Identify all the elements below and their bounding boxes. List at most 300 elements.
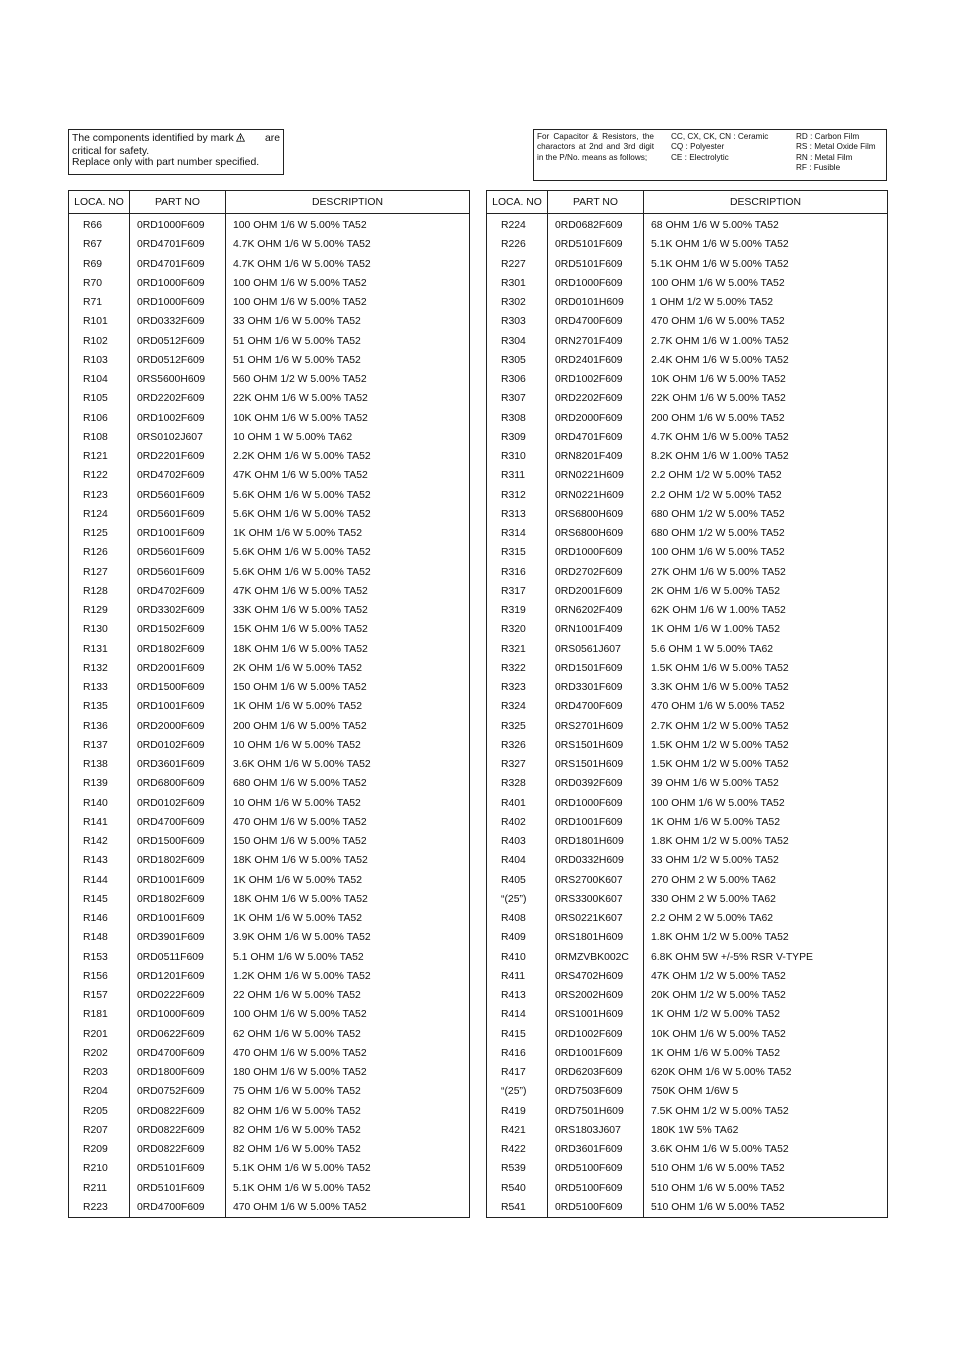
cell-description: 82 OHM 1/6 W 5.00% TA52: [226, 1140, 470, 1159]
cell-part-no: 0RS3300K607: [548, 890, 644, 909]
cell-part-no: 0RS2701H609: [548, 717, 644, 736]
table-row: [487, 274, 888, 293]
cell-loca-no: R311: [487, 466, 548, 485]
table-row: [487, 1159, 888, 1178]
cell-loca-no: R303: [487, 312, 548, 331]
cell-loca-no: R135: [69, 697, 130, 716]
cell-description: 1K OHM 1/2 W 5.00% TA52: [644, 1005, 888, 1024]
cell-part-no: 0RD3601F609: [548, 1140, 644, 1159]
cell-loca-no: R70: [69, 274, 130, 293]
cell-description: 1K OHM 1/6 W 5.00% TA52: [226, 697, 470, 716]
cell-part-no: 0RS0102J607: [130, 428, 226, 447]
cell-loca-no: R106: [69, 409, 130, 428]
cell-part-no: 0RS6800H609: [548, 505, 644, 524]
cell-loca-no: R124: [69, 505, 130, 524]
warning-triangle-icon: [234, 133, 248, 146]
cell-description: 6.8K OHM 5W +/-5% RSR V-TYPE: [644, 948, 888, 967]
cell-description: 1K OHM 1/6 W 1.00% TA52: [644, 620, 888, 639]
cell-description: 1K OHM 1/6 W 5.00% TA52: [226, 524, 470, 543]
cell-part-no: 0RD2702F609: [548, 563, 644, 582]
table-row: [69, 755, 470, 774]
cell-part-no: 0RD0392F609: [548, 774, 644, 793]
cell-part-no: 0RD0822F609: [130, 1140, 226, 1159]
cell-description: 1.5K OHM 1/2 W 5.00% TA52: [644, 755, 888, 774]
cell-loca-no: R422: [487, 1140, 548, 1159]
cell-loca-no: R421: [487, 1121, 548, 1140]
cell-loca-no: R312: [487, 486, 548, 505]
cell-loca-no: R123: [69, 486, 130, 505]
table-row: [487, 293, 888, 312]
cell-description: 22K OHM 1/6 W 5.00% TA52: [644, 389, 888, 408]
cell-loca-no: R223: [69, 1198, 130, 1218]
cell-part-no: 0RS1501H609: [548, 736, 644, 755]
table-row: [487, 601, 888, 620]
table-row: [69, 717, 470, 736]
table-row: [69, 235, 470, 254]
cell-loca-no: R108: [69, 428, 130, 447]
cell-part-no: 0RD1801H609: [548, 832, 644, 851]
cell-loca-no: R143: [69, 851, 130, 870]
table-row: [69, 986, 470, 1005]
cell-loca-no: R203: [69, 1063, 130, 1082]
table-row: [487, 447, 888, 466]
cell-description: 1K OHM 1/6 W 5.00% TA52: [644, 1044, 888, 1063]
cell-description: 1K OHM 1/6 W 5.00% TA52: [226, 909, 470, 928]
cell-part-no: 0RN1001F409: [548, 620, 644, 639]
cell-part-no: 0RD0512F609: [130, 351, 226, 370]
cell-loca-no: R409: [487, 928, 548, 947]
cell-loca-no: R102: [69, 332, 130, 351]
cell-loca-no: R541: [487, 1198, 548, 1218]
cell-part-no: 0RD4701F609: [130, 235, 226, 254]
table-row: [69, 697, 470, 716]
cell-description: 100 OHM 1/6 W 5.00% TA52: [226, 216, 470, 235]
cell-loca-no: R122: [69, 466, 130, 485]
cell-description: 47K OHM 1/6 W 5.00% TA52: [226, 466, 470, 485]
cell-description: 5.1K OHM 1/6 W 5.00% TA52: [644, 255, 888, 274]
cell-loca-no: R408: [487, 909, 548, 928]
table-row: [69, 1159, 470, 1178]
cell-loca-no: R326: [487, 736, 548, 755]
cell-description: 100 OHM 1/6 W 5.00% TA52: [644, 274, 888, 293]
cell-part-no: 0RD0512F609: [130, 332, 226, 351]
cell-part-no: 0RS1801H609: [548, 928, 644, 947]
cell-description: 680 OHM 1/6 W 5.00% TA52: [226, 774, 470, 793]
cell-loca-no: R404: [487, 851, 548, 870]
table-row: [487, 755, 888, 774]
cell-description: 18K OHM 1/6 W 5.00% TA52: [226, 890, 470, 909]
cell-description: 2.4K OHM 1/6 W 5.00% TA52: [644, 351, 888, 370]
cell-description: 560 OHM 1/2 W 5.00% TA52: [226, 370, 470, 389]
cell-part-no: 0RN0221H609: [548, 466, 644, 485]
cell-loca-no: “(25”): [487, 1082, 548, 1101]
cell-description: 4.7K OHM 1/6 W 5.00% TA52: [644, 428, 888, 447]
cell-loca-no: “(25”): [487, 890, 548, 909]
cell-loca-no: R201: [69, 1025, 130, 1044]
cell-loca-no: R540: [487, 1179, 548, 1198]
table-row: [69, 409, 470, 428]
cell-loca-no: R327: [487, 755, 548, 774]
cell-loca-no: R144: [69, 871, 130, 890]
table-row: [487, 312, 888, 331]
cell-loca-no: R105: [69, 389, 130, 408]
legend-capacitor-types: [671, 132, 768, 163]
cell-loca-no: R138: [69, 755, 130, 774]
cell-description: 5.1 OHM 1/6 W 5.00% TA52: [226, 948, 470, 967]
cell-description: 5.1K OHM 1/6 W 5.00% TA52: [226, 1179, 470, 1198]
cell-description: 5.6 OHM 1 W 5.00% TA62: [644, 640, 888, 659]
cell-part-no: 0RS1001H609: [548, 1005, 644, 1024]
cell-description: 47K OHM 1/6 W 5.00% TA52: [226, 582, 470, 601]
table-row: [487, 370, 888, 389]
cell-description: 2K OHM 1/6 W 5.00% TA52: [644, 582, 888, 601]
cell-loca-no: R411: [487, 967, 548, 986]
cell-part-no: 0RD7501H609: [548, 1102, 644, 1121]
table-row: [69, 370, 470, 389]
table-row: [69, 774, 470, 793]
safety-text-after-icon: are: [264, 133, 280, 144]
cell-description: 750K OHM 1/6W 5: [644, 1082, 888, 1101]
legend-item: CC, CX, CK, CN : Ceramic: [671, 132, 769, 141]
cell-description: 180 OHM 1/6 W 5.00% TA52: [226, 1063, 470, 1082]
cell-loca-no: R181: [69, 1005, 130, 1024]
table-row: [487, 389, 888, 408]
legend-item: RF : Fusible: [796, 162, 841, 172]
cell-part-no: 0RS0561J607: [548, 640, 644, 659]
table-row: [487, 1025, 888, 1044]
cell-description: 100 OHM 1/6 W 5.00% TA52: [644, 543, 888, 562]
table-row: [69, 389, 470, 408]
cell-loca-no: R322: [487, 659, 548, 678]
cell-part-no: 0RD4702F609: [130, 582, 226, 601]
cell-part-no: 0RD0822F609: [130, 1121, 226, 1140]
cell-loca-no: R313: [487, 505, 548, 524]
cell-loca-no: R140: [69, 794, 130, 813]
cell-loca-no: R126: [69, 543, 130, 562]
cell-part-no: 0RD2201F609: [130, 447, 226, 466]
cell-part-no: 0RD5101F609: [548, 255, 644, 274]
table-row: [69, 466, 470, 485]
table-row: [487, 409, 888, 428]
safety-line-2: critical for safety.: [72, 145, 150, 157]
cell-description: 27K OHM 1/6 W 5.00% TA52: [644, 563, 888, 582]
cell-part-no: 0RD1002F609: [548, 1025, 644, 1044]
cell-description: 8.2K OHM 1/6 W 1.00% TA52: [644, 447, 888, 466]
cell-description: 62K OHM 1/6 W 1.00% TA52: [644, 601, 888, 620]
table-row: [487, 563, 888, 582]
table-row: [487, 774, 888, 793]
table-row: [69, 447, 470, 466]
cell-part-no: 0RD5601F609: [130, 563, 226, 582]
cell-loca-no: R317: [487, 582, 548, 601]
cell-description: 82 OHM 1/6 W 5.00% TA52: [226, 1102, 470, 1121]
cell-part-no: 0RS4702H609: [548, 967, 644, 986]
cell-loca-no: R302: [487, 293, 548, 312]
cell-part-no: 0RD1802F609: [130, 851, 226, 870]
cell-loca-no: R226: [487, 235, 548, 254]
table-row: [69, 1063, 470, 1082]
cell-loca-no: R320: [487, 620, 548, 639]
safety-note: [68, 129, 284, 175]
table-row: [487, 1082, 888, 1101]
cell-loca-no: R103: [69, 351, 130, 370]
table-row: [487, 1140, 888, 1159]
cell-description: 47K OHM 1/2 W 5.00% TA52: [644, 967, 888, 986]
cell-loca-no: R413: [487, 986, 548, 1005]
cell-loca-no: R129: [69, 601, 130, 620]
table-row: [487, 1121, 888, 1140]
cell-description: 5.6K OHM 1/6 W 5.00% TA52: [226, 505, 470, 524]
cell-loca-no: R153: [69, 948, 130, 967]
cell-description: 680 OHM 1/2 W 5.00% TA52: [644, 524, 888, 543]
cell-description: 3.6K OHM 1/6 W 5.00% TA52: [644, 1140, 888, 1159]
header-description: DESCRIPTION: [226, 191, 470, 214]
table-row: [69, 505, 470, 524]
table-row: [487, 1005, 888, 1024]
cell-description: 15K OHM 1/6 W 5.00% TA52: [226, 620, 470, 639]
cell-part-no: 0RD4700F609: [130, 1044, 226, 1063]
table-row: [69, 851, 470, 870]
cell-part-no: 0RD0101H609: [548, 293, 644, 312]
cell-description: 10K OHM 1/6 W 5.00% TA52: [226, 409, 470, 428]
cell-description: 10K OHM 1/6 W 5.00% TA52: [644, 370, 888, 389]
cell-description: 3.3K OHM 1/6 W 5.00% TA52: [644, 678, 888, 697]
table-row: [69, 1179, 470, 1198]
cell-part-no: 0RD1501F609: [548, 659, 644, 678]
table-row: [69, 678, 470, 697]
cell-loca-no: R204: [69, 1082, 130, 1101]
table-row: [69, 813, 470, 832]
legend-resistor-types: [796, 132, 876, 173]
table-row: [69, 794, 470, 813]
cell-description: 51 OHM 1/6 W 5.00% TA52: [226, 332, 470, 351]
cell-part-no: 0RD2001F609: [130, 659, 226, 678]
cell-loca-no: R131: [69, 640, 130, 659]
cell-part-no: 0RD1001F609: [130, 909, 226, 928]
header-loca-no: LOCA. NO: [487, 191, 548, 214]
cell-description: 1.8K OHM 1/2 W 5.00% TA52: [644, 928, 888, 947]
table-row: [69, 967, 470, 986]
legend-item: RS : Metal Oxide Film: [796, 142, 876, 152]
cell-loca-no: R202: [69, 1044, 130, 1063]
cell-loca-no: R324: [487, 697, 548, 716]
cell-part-no: 0RS1803J607: [548, 1121, 644, 1140]
cell-part-no: 0RD4700F609: [130, 1198, 226, 1218]
cell-loca-no: R415: [487, 1025, 548, 1044]
cell-part-no: 0RD2401F609: [548, 351, 644, 370]
table-row: [69, 486, 470, 505]
cell-loca-no: R539: [487, 1159, 548, 1178]
cell-part-no: 0RD2000F609: [548, 409, 644, 428]
table-row: [487, 428, 888, 447]
cell-part-no: 0RD0332F609: [130, 312, 226, 331]
cell-part-no: 0RD5101F609: [548, 235, 644, 254]
cell-part-no: 0RD1500F609: [130, 678, 226, 697]
table-row: [69, 1140, 470, 1159]
cell-loca-no: R323: [487, 678, 548, 697]
cell-description: 4.7K OHM 1/6 W 5.00% TA52: [226, 235, 470, 254]
table-header-row: [69, 191, 470, 214]
cell-loca-no: R402: [487, 813, 548, 832]
table-row: [69, 1044, 470, 1063]
header-loca-no: LOCA. NO: [69, 191, 130, 214]
table-row: [69, 832, 470, 851]
cell-loca-no: R301: [487, 274, 548, 293]
cell-part-no: 0RD1000F609: [130, 1005, 226, 1024]
cell-part-no: 0RD1000F609: [130, 216, 226, 235]
table-row: [487, 1102, 888, 1121]
cell-loca-no: R67: [69, 235, 130, 254]
cell-part-no: 0RD0822F609: [130, 1102, 226, 1121]
cell-part-no: 0RD1000F609: [548, 274, 644, 293]
cell-part-no: 0RD3301F609: [548, 678, 644, 697]
table-row: [69, 524, 470, 543]
cell-description: 3.6K OHM 1/6 W 5.00% TA52: [226, 755, 470, 774]
table-row: [487, 890, 888, 909]
legend-item: CE : Electrolytic: [671, 152, 729, 162]
cell-part-no: 0RD1502F609: [130, 620, 226, 639]
cell-part-no: 0RS6800H609: [548, 524, 644, 543]
cell-loca-no: R136: [69, 717, 130, 736]
cell-description: 10 OHM 1/6 W 5.00% TA52: [226, 736, 470, 755]
cell-loca-no: R128: [69, 582, 130, 601]
cell-description: 18K OHM 1/6 W 5.00% TA52: [226, 851, 470, 870]
cell-part-no: 0RS2700K607: [548, 871, 644, 890]
cell-description: 2.2 OHM 1/2 W 5.00% TA52: [644, 486, 888, 505]
table-row: [69, 1198, 470, 1218]
table-row: [487, 582, 888, 601]
cell-part-no: 0RD4701F609: [130, 255, 226, 274]
table-row: [487, 543, 888, 562]
table-row: [69, 1025, 470, 1044]
cell-part-no: 0RD3601F609: [130, 755, 226, 774]
cell-loca-no: R316: [487, 563, 548, 582]
table-row: [69, 1102, 470, 1121]
cell-description: 100 OHM 1/6 W 5.00% TA52: [226, 1005, 470, 1024]
cell-description: 470 OHM 1/6 W 5.00% TA52: [226, 1198, 470, 1218]
table-row: [487, 736, 888, 755]
cell-description: 2.2K OHM 1/6 W 5.00% TA52: [226, 447, 470, 466]
cell-part-no: 0RD0511F609: [130, 948, 226, 967]
cell-loca-no: R305: [487, 351, 548, 370]
cell-part-no: 0RS0221K607: [548, 909, 644, 928]
cell-description: 51 OHM 1/6 W 5.00% TA52: [226, 351, 470, 370]
cell-description: 620K OHM 1/6 W 5.00% TA52: [644, 1063, 888, 1082]
legend-item: RN : Metal Film: [796, 152, 853, 162]
cell-description: 5.6K OHM 1/6 W 5.00% TA52: [226, 486, 470, 505]
cell-description: 5.1K OHM 1/6 W 5.00% TA52: [644, 235, 888, 254]
table-row: [69, 948, 470, 967]
cell-description: 20K OHM 1/2 W 5.00% TA52: [644, 986, 888, 1005]
cell-description: 4.7K OHM 1/6 W 5.00% TA52: [226, 255, 470, 274]
cell-part-no: 0RD6800F609: [130, 774, 226, 793]
cell-part-no: 0RD3901F609: [130, 928, 226, 947]
cell-description: 7.5K OHM 1/2 W 5.00% TA52: [644, 1102, 888, 1121]
cell-part-no: 0RMZVBK002C: [548, 948, 644, 967]
table-row: [69, 582, 470, 601]
cell-part-no: 0RD2202F609: [548, 389, 644, 408]
cell-loca-no: R71: [69, 293, 130, 312]
cell-loca-no: R101: [69, 312, 130, 331]
cell-loca-no: R69: [69, 255, 130, 274]
cell-description: 33 OHM 1/6 W 5.00% TA52: [226, 312, 470, 331]
cell-loca-no: R157: [69, 986, 130, 1005]
table-row: [69, 871, 470, 890]
cell-loca-no: R205: [69, 1102, 130, 1121]
cell-description: 2.7K OHM 1/6 W 1.00% TA52: [644, 332, 888, 351]
table-row: [487, 640, 888, 659]
cell-part-no: 0RD1000F609: [548, 794, 644, 813]
cell-part-no: 0RD0622F609: [130, 1025, 226, 1044]
safety-line-3: Replace only with part number specified.: [72, 157, 260, 168]
cell-part-no: 0RD2001F609: [548, 582, 644, 601]
cell-loca-no: R309: [487, 428, 548, 447]
cell-description: 150 OHM 1/6 W 5.00% TA52: [226, 832, 470, 851]
cell-description: 470 OHM 1/6 W 5.00% TA52: [226, 813, 470, 832]
table-row: [69, 909, 470, 928]
cell-description: 100 OHM 1/6 W 5.00% TA52: [644, 794, 888, 813]
table-row: [69, 620, 470, 639]
cell-part-no: 0RD3302F609: [130, 601, 226, 620]
cell-part-no: 0RD1000F609: [130, 274, 226, 293]
table-row: [487, 235, 888, 254]
cell-part-no: 0RD1000F609: [130, 293, 226, 312]
cell-loca-no: R137: [69, 736, 130, 755]
cell-loca-no: R314: [487, 524, 548, 543]
legend-note: For Capacitor & Resistors, the charactors at 2nd and 3rd digit in the P/No. means as follows;: [537, 132, 654, 162]
cell-part-no: 0RN0221H609: [548, 486, 644, 505]
cell-part-no: 0RD1500F609: [130, 832, 226, 851]
cell-part-no: 0RD4700F609: [130, 813, 226, 832]
cell-part-no: 0RD1001F609: [130, 871, 226, 890]
header-part-no: PART NO: [130, 191, 226, 214]
cell-part-no: 0RD1001F609: [130, 524, 226, 543]
cell-description: 1.8K OHM 1/2 W 5.00% TA52: [644, 832, 888, 851]
cell-description: 510 OHM 1/6 W 5.00% TA52: [644, 1198, 888, 1218]
table-row: [487, 967, 888, 986]
cell-loca-no: R211: [69, 1179, 130, 1198]
cell-part-no: 0RD5100F609: [548, 1179, 644, 1198]
cell-part-no: 0RN6202F409: [548, 601, 644, 620]
cell-part-no: 0RD1802F609: [130, 640, 226, 659]
cell-loca-no: R125: [69, 524, 130, 543]
table-row: [69, 428, 470, 447]
cell-part-no: 0RD1201F609: [130, 967, 226, 986]
cell-loca-no: R142: [69, 832, 130, 851]
table-row: [69, 1005, 470, 1024]
cell-description: 200 OHM 1/6 W 5.00% TA52: [226, 717, 470, 736]
cell-part-no: 0RS5600H609: [130, 370, 226, 389]
cell-description: 1K OHM 1/6 W 5.00% TA52: [644, 813, 888, 832]
cell-description: 33 OHM 1/2 W 5.00% TA52: [644, 851, 888, 870]
table-row: [487, 1063, 888, 1082]
table-row: [69, 1121, 470, 1140]
cell-part-no: 0RD4701F609: [548, 428, 644, 447]
cell-loca-no: R307: [487, 389, 548, 408]
table-row: [487, 832, 888, 851]
cell-loca-no: R141: [69, 813, 130, 832]
cell-loca-no: R148: [69, 928, 130, 947]
table-row: [487, 486, 888, 505]
cell-part-no: 0RS1501H609: [548, 755, 644, 774]
cell-description: 39 OHM 1/6 W 5.00% TA52: [644, 774, 888, 793]
table-row: [487, 1044, 888, 1063]
cell-description: 18K OHM 1/6 W 5.00% TA52: [226, 640, 470, 659]
cell-loca-no: R210: [69, 1159, 130, 1178]
parts-table-right: [486, 190, 888, 1218]
cell-description: 75 OHM 1/6 W 5.00% TA52: [226, 1082, 470, 1101]
table-row: [487, 948, 888, 967]
